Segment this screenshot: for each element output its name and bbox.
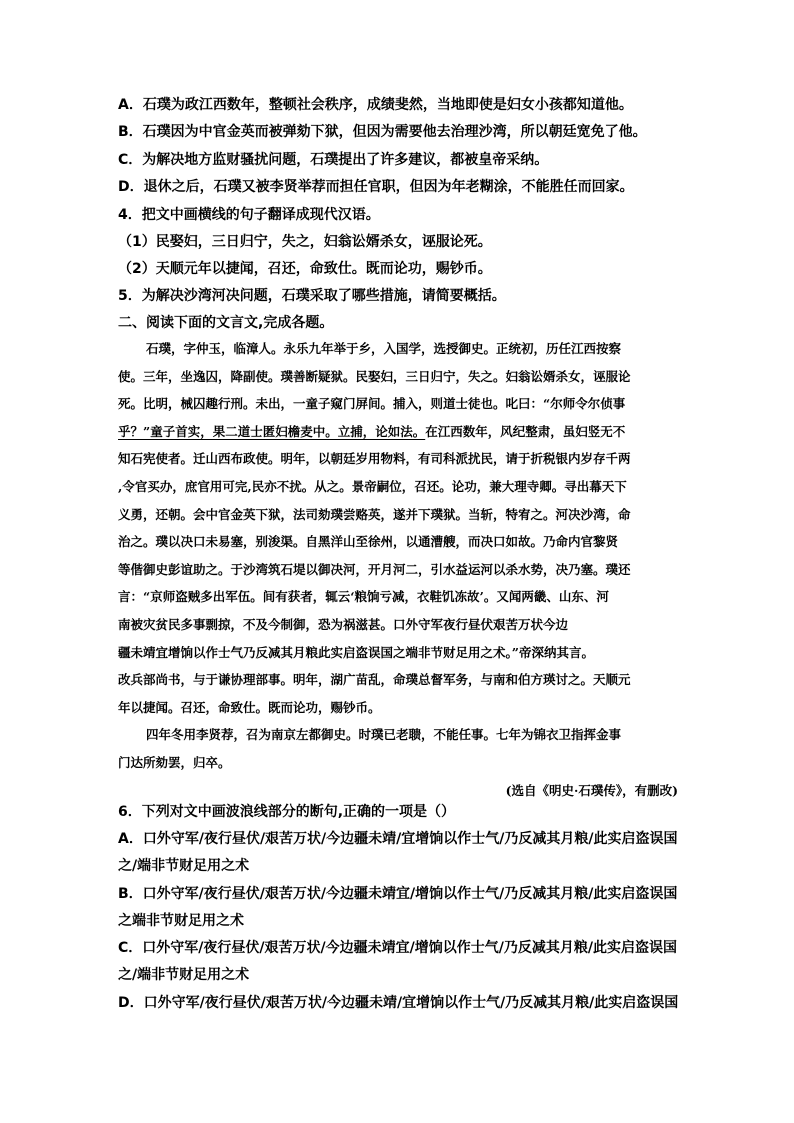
passage-line: 南被灾贫民多事剽掠，不及今制御，恐为祸滋甚。口外守军夜行昼伏艰苦万状今边 [118, 616, 569, 632]
question-4-item-2: （2）天顺元年以捷闻，召还，命致仕。既而论功，赐钞币。 [118, 261, 492, 277]
passage-line: 使。三年，坐逸囚，降副使。璞善断疑狱。民娶妇，三日归宁，失之。妇翁讼婿杀女，诬服论 [118, 368, 631, 384]
passage-line: 等偕御史彭谊助之。于沙湾筑石堤以御决河，开月河二，引水益运河以杀水势，决乃塞。璞还 [118, 561, 631, 577]
passage-line: 乎？”童子首实，果二道士匿妇檐麦中。立捕，论如法。在江西数年，风纪整肃，虽妇竖无不 [118, 423, 626, 439]
passage-line: 言：“京师盗贼多出军伍。间有获者，辄云‘粮饷亏减，衣鞋饥冻故’。又闻两畿、山东、河 [118, 589, 609, 605]
passage-line: 治之。璞以决口未易塞，别浚渠。自黑洋山至徐州，以通漕艘，而决口如故。乃命内官黎贤 [118, 534, 619, 550]
option-6a-line1: A．口外守军/夜行昼伏/艰苦万状/今边疆未靖/宜增饷以作士气/乃反减其月粮/此实启盗误国 [118, 831, 678, 847]
option-3a: A．石璞为政江西数年，整顿社会秩序，成绩斐然，当地即使是妇女小孩都知道他。 [118, 97, 633, 113]
passage-line: 石璞，字仲玉，临漳人。永乐九年举于乡，入国学，选授御史。正统初，历任江西按察 [146, 341, 622, 356]
passage-line: 四年冬用李贤荐，召为南京左都御史。时璞已老聩，不能任事。七年为锦衣卫指挥金事 [146, 727, 622, 743]
question-6: 6．下列对文中画波浪线部分的断句,正确的一项是（） [118, 804, 456, 820]
option-3b: B．石璞因为中官金英而被弹劾下狱，但因为需要他去治理沙湾，所以朝廷宽免了他。 [118, 124, 647, 140]
passage-line: 改兵部尚书，与于谦协理部事。明年，湖广苗乱，命璞总督军务，与南和伯方瑛讨之。天顺元 [118, 672, 631, 688]
option-3c: C．为解决地方监财骚扰问题，石璞提出了许多建议，都被皇帝采纳。 [118, 152, 549, 168]
section-heading: 二、阅读下面的文言文,完成各题。 [118, 315, 334, 331]
option-6b-line1: B．口外守军/夜行昼伏/艰苦万状/今边疆未靖宜/增饷以作士气/乃反减其月粮/此实启盗误国 [118, 886, 678, 902]
option-6b-line2: 之端非节财足用之术 [118, 913, 244, 929]
underlined-sentence: 乎？”童子首实，果二道士匿妇檐麦中。立捕，论如法。 [118, 423, 426, 439]
passage-line: 疆未靖宜增饷以作士气乃反减其月粮此实启盗误国之端非节财足用之术。”帝深纳其言。 [118, 644, 594, 660]
question-4-item-1: （1）民娶妇，三日归宁，失之，妇翁讼婿杀女，诬服论死。 [118, 234, 492, 250]
option-6a-line2: 之/端非节财足用之术 [118, 858, 250, 874]
passage-line: 死。比明，械囚趣行刑。未出，一童子窥门屏间。捕入，则道士徒也。叱曰：“尔师令尔侦事 [118, 396, 626, 412]
passage-line: 年以捷闻。召还，命致仕。既而论功，赐钞币。 [118, 699, 381, 715]
passage-line: 门达所劾罢，归卒。 [118, 754, 231, 770]
option-6d-line1: D．口外守军/夜行昼伏/艰苦万状/今边疆未靖/宜增饷以作士气/乃反减其月粮/此实启盗误国 [118, 995, 679, 1011]
passage-source: (选自《明史·石璞传》，有删改) [505, 782, 678, 798]
option-3d: D．退休之后，石璞又被李贤举荐而担任官职，但因为年老糊涂，不能胜任而回家。 [118, 179, 634, 195]
passage-line: 知石宪使者。迁山西布政使。明年，以朝廷岁用物料，有司科派扰民，请于折税银内岁存千两 [118, 451, 631, 467]
passage-line: ,令官买办，庶官用可完,民亦不扰。从之。景帝嗣位，召还。论功，兼大理寺卿。寻出幕天下 [118, 478, 627, 494]
option-6c-line2: 之/端非节财足用之术 [118, 967, 250, 983]
classical-passage [118, 335, 678, 804]
question-4: 4．把文中画横线的句子翻译成现代汉语。 [118, 207, 380, 223]
question-5: 5．为解决沙湾河决问题，石璞采取了哪些措施，请简要概括。 [118, 288, 506, 304]
option-6c-line1: C．口外守军/夜行昼伏/艰苦万状/今边疆未靖宜/增饷以作士气/乃反减其月粮/此实启盗误国 [118, 940, 677, 956]
passage-line: 义勇，还朝。会中官金英下狱，法司劾璞尝赂英，遂并下璞狱。当斩，特宥之。河决沙湾，命 [118, 506, 631, 522]
